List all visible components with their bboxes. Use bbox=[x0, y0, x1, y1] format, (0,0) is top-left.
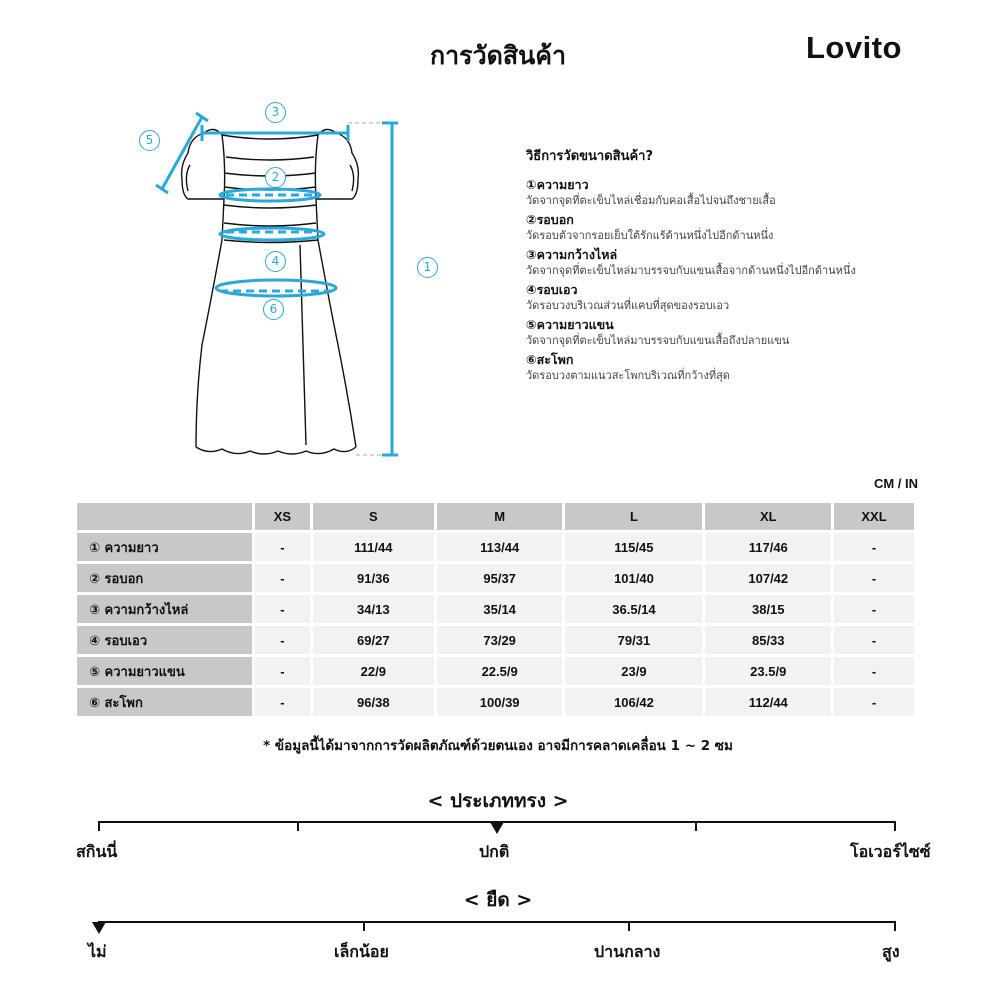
howto-item-desc: วัดจากจุดที่ตะเข็บไหล่มาบรรจบกับแขนเสื้อจากด้านหนึ่งไปอีกด้านหนึ่ง bbox=[526, 264, 856, 277]
table-cell: - bbox=[255, 657, 310, 685]
table-header-cell: XL bbox=[705, 503, 831, 530]
row-label: ⑤ ความยาวแขน bbox=[77, 657, 252, 685]
stretch-label-slight: เล็กน้อย bbox=[334, 942, 389, 961]
measure-lines bbox=[156, 113, 398, 455]
table-cell: - bbox=[255, 564, 310, 592]
stretch-scale-tick bbox=[894, 921, 896, 931]
howto-item-desc: วัดรอบตัวจากรอยเย็บใต้รักแร้ด้านหนึ่งไปอีกด้านหนึ่ง bbox=[526, 229, 774, 242]
row-label: ③ ความกว้างไหล่ bbox=[77, 595, 252, 623]
unit-label: CM / IN bbox=[873, 476, 918, 491]
howto-item-desc: วัดจากจุดที่ตะเข็บไหล่เชื่อมกับคอเสื้อไปจนถึงชายเสื้อ bbox=[526, 194, 776, 207]
table-cell: - bbox=[834, 564, 914, 592]
table-row bbox=[77, 688, 914, 716]
row-label: ① ความยาว bbox=[77, 533, 252, 561]
howto-item-title: ④รอบเอว bbox=[526, 282, 578, 297]
table-cell: 38/15 bbox=[705, 595, 831, 623]
fit-scale-tick bbox=[695, 821, 697, 831]
table-cell: 69/27 bbox=[313, 626, 434, 654]
table-cell: - bbox=[255, 533, 310, 561]
table-header-cell: L bbox=[565, 503, 702, 530]
howto-item-title: ③ความกว้างไหล่ bbox=[526, 247, 618, 262]
badge-waist: 4 bbox=[265, 251, 286, 272]
table-cell: 95/37 bbox=[437, 564, 563, 592]
fit-scale-tick bbox=[98, 821, 100, 831]
table-cell: - bbox=[834, 533, 914, 561]
table-header-row bbox=[77, 503, 914, 530]
stretch-label-none: ไม่ bbox=[88, 942, 107, 961]
table-cell: 23.5/9 bbox=[705, 657, 831, 685]
fit-label-regular: ปกติ bbox=[479, 842, 510, 861]
table-cell: - bbox=[255, 688, 310, 716]
row-label: ④ รอบเอว bbox=[77, 626, 252, 654]
table-cell: - bbox=[834, 626, 914, 654]
how-to-measure bbox=[526, 145, 946, 386]
table-header-cell: S bbox=[313, 503, 434, 530]
table-cell: 91/36 bbox=[313, 564, 434, 592]
table-row bbox=[77, 564, 914, 592]
table-cell: - bbox=[834, 657, 914, 685]
badge-hip: 6 bbox=[263, 299, 284, 320]
table-header-cell: XS bbox=[255, 503, 310, 530]
howto-item-title: ①ความยาว bbox=[526, 177, 589, 192]
table-cell: 106/42 bbox=[565, 688, 702, 716]
stretch-label-high: สูง bbox=[882, 942, 900, 961]
table-cell: 111/44 bbox=[313, 533, 434, 561]
fit-scale-marker bbox=[490, 822, 504, 834]
table-row bbox=[77, 657, 914, 685]
stretch-scale-marker bbox=[92, 922, 106, 934]
howto-item-title: ⑥สะโพก bbox=[526, 352, 574, 367]
stretch-scale-title: < ยืด > bbox=[463, 889, 533, 911]
fit-label-skinny: สกินนี่ bbox=[76, 842, 118, 861]
howto-item-title: ②รอบอก bbox=[526, 212, 574, 227]
table-cell: 73/29 bbox=[437, 626, 563, 654]
table-header-cell: XXL bbox=[834, 503, 914, 530]
badge-sleeve: 5 bbox=[139, 130, 160, 151]
table-cell: - bbox=[834, 595, 914, 623]
howto-item-title: ⑤ความยาวแขน bbox=[526, 317, 614, 332]
table-cell: 117/46 bbox=[705, 533, 831, 561]
table-cell: 113/44 bbox=[437, 533, 563, 561]
badge-bust: 2 bbox=[265, 167, 286, 188]
howto-item bbox=[526, 281, 946, 313]
fit-scale-tick bbox=[297, 821, 299, 831]
howto-item bbox=[526, 211, 946, 243]
table-cell: 85/33 bbox=[705, 626, 831, 654]
table-cell: 34/13 bbox=[313, 595, 434, 623]
table-corner-cell bbox=[77, 503, 252, 530]
table-cell: 115/45 bbox=[565, 533, 702, 561]
table-cell: 23/9 bbox=[565, 657, 702, 685]
row-label: ② รอบอก bbox=[77, 564, 252, 592]
table-cell: - bbox=[255, 626, 310, 654]
table-cell: 100/39 bbox=[437, 688, 563, 716]
howto-heading: วิธีการวัดขนาดสินค้า? bbox=[526, 149, 654, 164]
table-cell: 101/40 bbox=[565, 564, 702, 592]
table-row bbox=[77, 595, 914, 623]
table-cell: 22/9 bbox=[313, 657, 434, 685]
howto-item bbox=[526, 316, 946, 348]
table-header-cell: M bbox=[437, 503, 563, 530]
measurement-note: * ข้อมูลนี้ได้มาจากการวัดผลิตภัณฑ์ด้วยตนเอง อาจมีการคลาดเคลื่อน 1 ~ 2 ซม bbox=[263, 738, 733, 754]
table-cell: 96/38 bbox=[313, 688, 434, 716]
row-label: ⑥ สะโพก bbox=[77, 688, 252, 716]
table-row bbox=[77, 533, 914, 561]
dress-illustration bbox=[130, 95, 460, 475]
table-cell: 36.5/14 bbox=[565, 595, 702, 623]
table-cell: 112/44 bbox=[705, 688, 831, 716]
table-cell: 107/42 bbox=[705, 564, 831, 592]
badge-shoulder: 3 bbox=[265, 102, 286, 123]
brand-logo: Lovito bbox=[806, 30, 902, 65]
page-title: การวัดสินค้า bbox=[430, 41, 566, 70]
table-cell: - bbox=[255, 595, 310, 623]
fit-scale-title: < ประเภททรง > bbox=[427, 790, 569, 812]
dress-diagram bbox=[130, 95, 460, 475]
howto-item-desc: วัดรอบวงตามแนวสะโพกบริเวณที่กว้างที่สุด bbox=[526, 369, 730, 382]
howto-item bbox=[526, 351, 946, 383]
stretch-scale-line bbox=[98, 921, 896, 923]
table-row bbox=[77, 626, 914, 654]
fit-label-oversize: โอเวอร์ไซซ์ bbox=[850, 842, 931, 861]
howto-item-desc: วัดรอบวงบริเวณส่วนที่แคบที่สุดของรอบเอว bbox=[526, 299, 730, 312]
table-cell: 22.5/9 bbox=[437, 657, 563, 685]
table-cell: 35/14 bbox=[437, 595, 563, 623]
table-cell: - bbox=[834, 688, 914, 716]
table-cell: 79/31 bbox=[565, 626, 702, 654]
badge-length: 1 bbox=[417, 257, 438, 278]
stretch-scale-tick bbox=[628, 921, 630, 931]
fit-scale-tick bbox=[894, 821, 896, 831]
size-table bbox=[74, 500, 917, 719]
stretch-label-medium: ปานกลาง bbox=[594, 942, 661, 961]
howto-item bbox=[526, 246, 946, 278]
howto-item-desc: วัดจากจุดที่ตะเข็บไหล่มาบรรจบกับแขนเสื้อถึงปลายแขน bbox=[526, 334, 790, 347]
howto-item bbox=[526, 176, 946, 208]
stretch-scale-tick bbox=[363, 921, 365, 931]
